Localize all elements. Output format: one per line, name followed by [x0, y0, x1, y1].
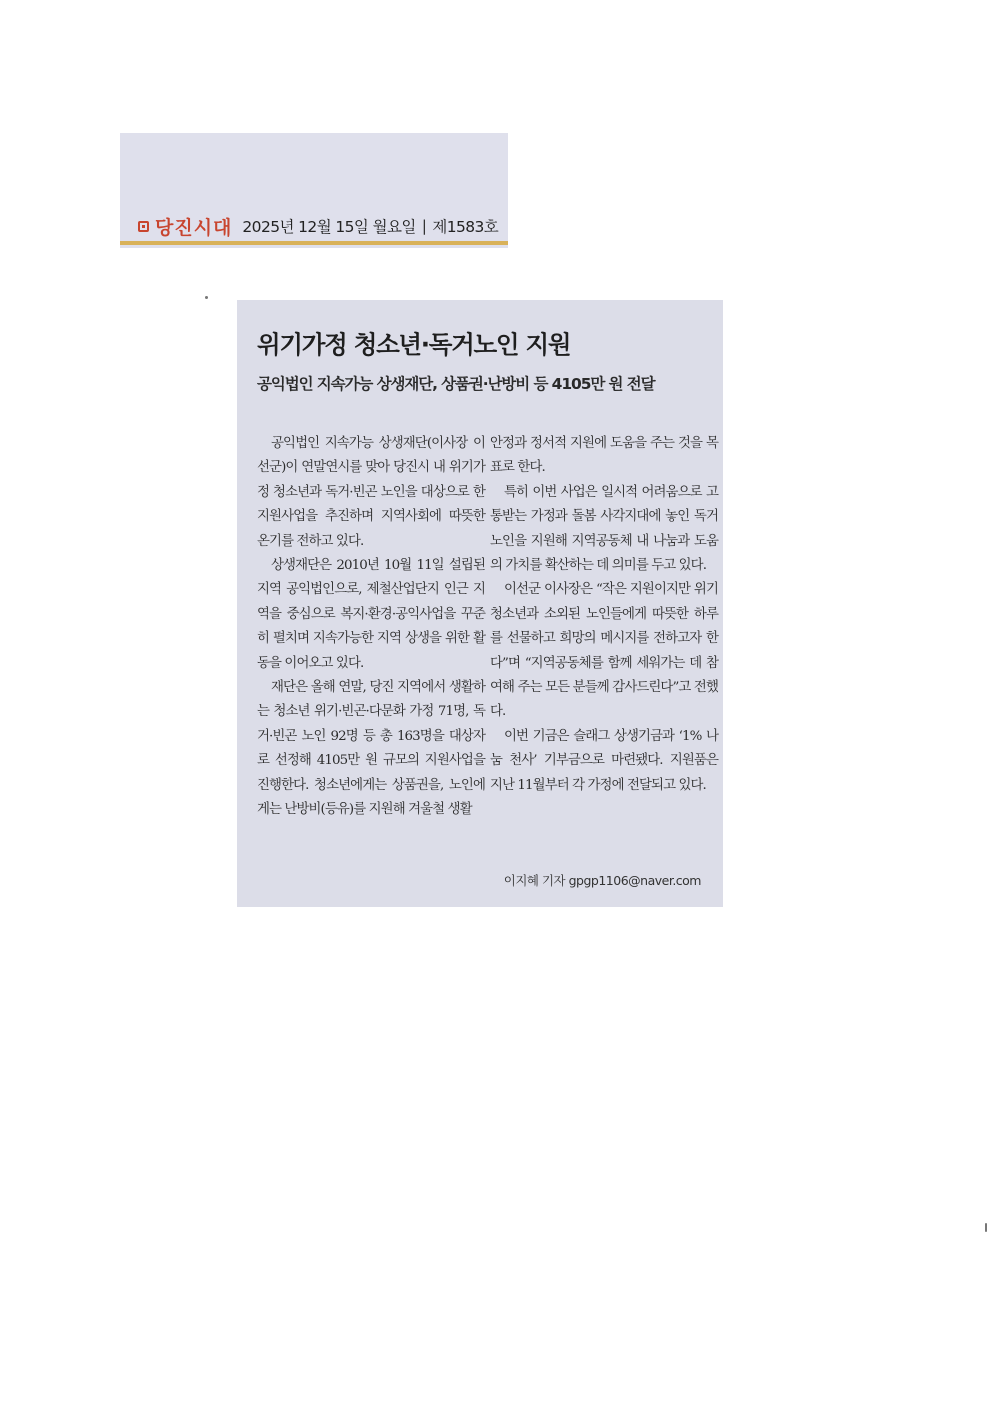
- paragraph: 상생재단은 2010년 10월 11일 설립된 지역 공익법인으로, 제철산업단지 인근 지역을 중심으로 복지·환경·공익사업을 꾸준히 펼치며 지속가능한 지역 상생을 위한 활동을 이어오고 있다.: [257, 558, 485, 671]
- article-right-column: [490, 432, 718, 798]
- newspaper-name: 당진시대: [155, 216, 233, 239]
- article-headline: 위기가정 청소년·독거노인 지원: [257, 330, 571, 359]
- issue-number: 제1583호: [432, 218, 499, 236]
- newspaper-logo-icon: [138, 221, 149, 232]
- article-subhead: 공익법인 지속가능 상생재단, 상품권·난방비 등 4105만 원 전달: [257, 375, 655, 393]
- scan-speck: [985, 1223, 987, 1232]
- paragraph: 이선군 이사장은 “작은 지원이지만 위기 청소년과 소외된 노인들에게 따뜻한 하루를 선물하고 희망의 메시지를 전하고자 한다”며 “지역공동체를 함께 세워가는 데 참여해 주는 모든 분들께 감사드린다”고 전했다.: [490, 582, 718, 720]
- scan-speck: [205, 296, 208, 299]
- masthead-clipping: [120, 133, 508, 248]
- masthead-row: [138, 213, 498, 239]
- article-left-column: [257, 432, 485, 823]
- masthead-divider: |: [421, 217, 427, 235]
- masthead-rule: [120, 241, 508, 245]
- paragraph: 특히 이번 사업은 일시적 어려움으로 고통받는 가정과 돌봄 사각지대에 놓인 독거노인을 지원해 지역공동체 내 나눔과 도움의 가치를 확산하는 데 의미를 두고 있다.: [490, 484, 718, 574]
- paragraph: 이번 기금은 슬래그 상생기금과 ‘1% 나눔 천사’ 기부금으로 마련됐다. 지원품은 지난 11월부터 각 가정에 전달되고 있다.: [490, 728, 718, 793]
- paragraph: 공익법인 지속가능 상생재단(이사장 이선군)이 연말연시를 맞아 당진시 내 위기가정 청소년과 독거·빈곤 노인을 대상으로 한 지원사업을 추진하며 지역사회에 따뜻한 온기를 전하고 있다.: [257, 436, 485, 549]
- publication-date: 2025년 12월 15일 월요일: [242, 218, 416, 236]
- article-byline: 이지혜 기자 gpgp1106@naver.com: [503, 873, 701, 888]
- paragraph: 안정과 정서적 지원에 도움을 주는 것을 목표로 한다.: [490, 436, 718, 476]
- article-clipping: [237, 300, 723, 907]
- paragraph: 재단은 올해 연말, 당진 지역에서 생활하는 청소년 위기·빈곤·다문화 가정 71명, 독거·빈곤 노인 92명 등 총 163명을 대상자로 선정해 4105만 원 규모의 지원사업을 진행한다. 청소년에게는 상품권을, 노인에게는 난방비(등유)를 지원해 겨울철 생활: [257, 680, 485, 818]
